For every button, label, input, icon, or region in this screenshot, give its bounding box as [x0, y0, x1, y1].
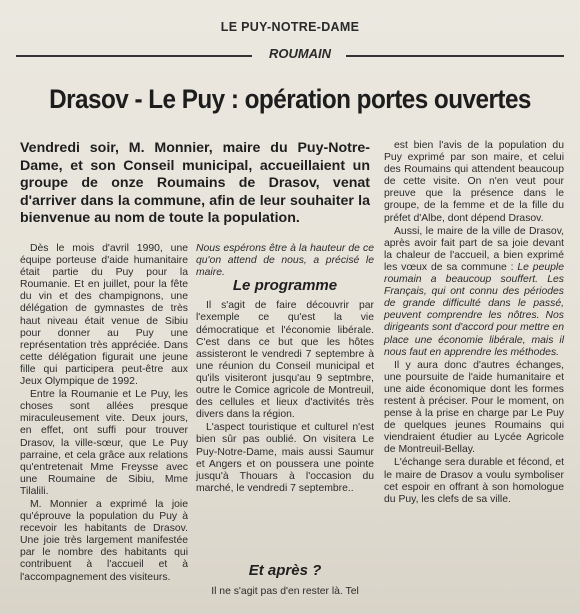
col3-paragraph-2	[384, 226, 564, 359]
rubric-label: ROUMAIN	[268, 46, 332, 61]
col2-intro-quote: Nous espérons être à la hauteur de ce qu'on attend de nous, a précisé le maire.	[196, 243, 374, 279]
col2-paragraph-3: Il ne s'agit pas d'en rester là. Tel	[211, 586, 359, 597]
col2-paragraph-2: L'aspect touristique et culturel n'est bien sûr pas oublié. On visitera Le Puy-Notre-Dame, mais aussi Saumur et Angers et on poussera une pointe jusqu'à Thouars à l'occasion du marché, le vendredi 7 septembre..	[196, 422, 374, 494]
column-1	[20, 243, 188, 585]
column-3	[384, 140, 564, 507]
col3-paragraph-4: L'échange sera durable et fécond, et le maire de Drasov a voulu symboliser cet espoir en offrant à son homologue du Puy, les clefs de sa ville.	[384, 457, 564, 505]
col3-mayor-quote: Le peuple roumain a beaucoup souffert. Les Français, qui ont connu des périodes de grande difficulté dans le passé, peuvent comprendre les nôtres. Nos dirigeants sont d'accord pour mettre en place une économie libérale, mais il nous faut en apprendre les méthodes.	[384, 261, 565, 358]
rubric-row	[16, 46, 564, 66]
col2-paragraph-1: Il s'agit de faire découvrir par l'exemple ce qu'est la vie démocratique et l'économie libérale. C'est dans ce but que les hôtes assisteront le vendredi 7 septembre à une réunion du Conseil municipal et qu'ils visiteront jusqu'au 9 septmbre, outre le Comice agricole de Montreuil, des cellules et lieux d'activités très divers dans la région.	[196, 300, 374, 421]
rubric-rule-left	[16, 55, 252, 57]
col1-paragraph-2: Entre la Roumanie et Le Puy, les choses sont allées presque miraculeusement vite. Deux jours, en effet, ont suffi pour trouver Drasov, la ville-sœur, que Le Puy parraine, et cela grâce aux relations qu'entretenait Mme Freysse avec une Roumaine de Sibiu, Mme Tilalili.	[20, 389, 188, 497]
subheading-et-apres: Et après ?	[248, 562, 322, 579]
col1-paragraph-1: Dès le mois d'avril 1990, une équipe porteuse d'aide humanitaire était partie du Puy pour la Roumanie. Et en juillet, pour la fête du vin et des champignons, une délégation de gymnastes de très haut niveau était venue de Sibiu pour donner au Puy une représentation très appréciée. Dans cette délégation figurait une jeune fille qui participera peut-être aux Jeux Olympique de 1992.	[20, 243, 188, 388]
col3-paragraph-2-text: Aussi, le maire de la ville de Drasov, après avoir fait part de sa joie devant la chaleur de l'accueil, a bien exprimé les vœux de sa commune :	[384, 225, 564, 273]
col3-paragraph-1: est bien l'avis de la population du Puy exprimé par son maire, et celui des Roumains qui attendent beaucoup de cette visite. On n'en veut pour preuve que la présence dans le groupe, de la femme et de la fille du préfet d'Albe, dont dépend Drasov.	[384, 140, 564, 224]
headline: Drasov - Le Puy : opération portes ouvertes	[49, 84, 531, 114]
subheading-programme: Le programme	[232, 277, 338, 295]
col3-paragraph-3: Il y aura donc d'autres échanges, une poursuite de l'aide humanitaire et une aide économique dont les formes restent à préciser. Pour le moment, on pense à la prise en charge par Le Puy de quelques jeunes Roumains qui viendraient étudier au Lycée Agricole de Montreuil-Bellay.	[384, 359, 564, 456]
col1-paragraph-3: M. Monnier a exprimé la joie qu'éprouve la population du Puy à recevoir les habitants de Drasov. Une joie très largement manifestée par le nombre des habitants qui contribuent à l'accueil et à l'accompagnement des visiteurs.	[20, 498, 188, 583]
rubric-rule-right	[346, 55, 564, 57]
town-heading: LE PUY-NOTRE-DAME	[220, 20, 360, 34]
lead-paragraph: Vendredi soir, M. Monnier, maire du Puy-Notre-Dame, et son Conseil municipal, accueillaient un groupe de onze Roumains de Drasov, venat d'arriver dans la commune, afin de leur souhaiter la bienvenue au nom de toute la population.	[20, 140, 370, 226]
column-2	[196, 243, 374, 496]
